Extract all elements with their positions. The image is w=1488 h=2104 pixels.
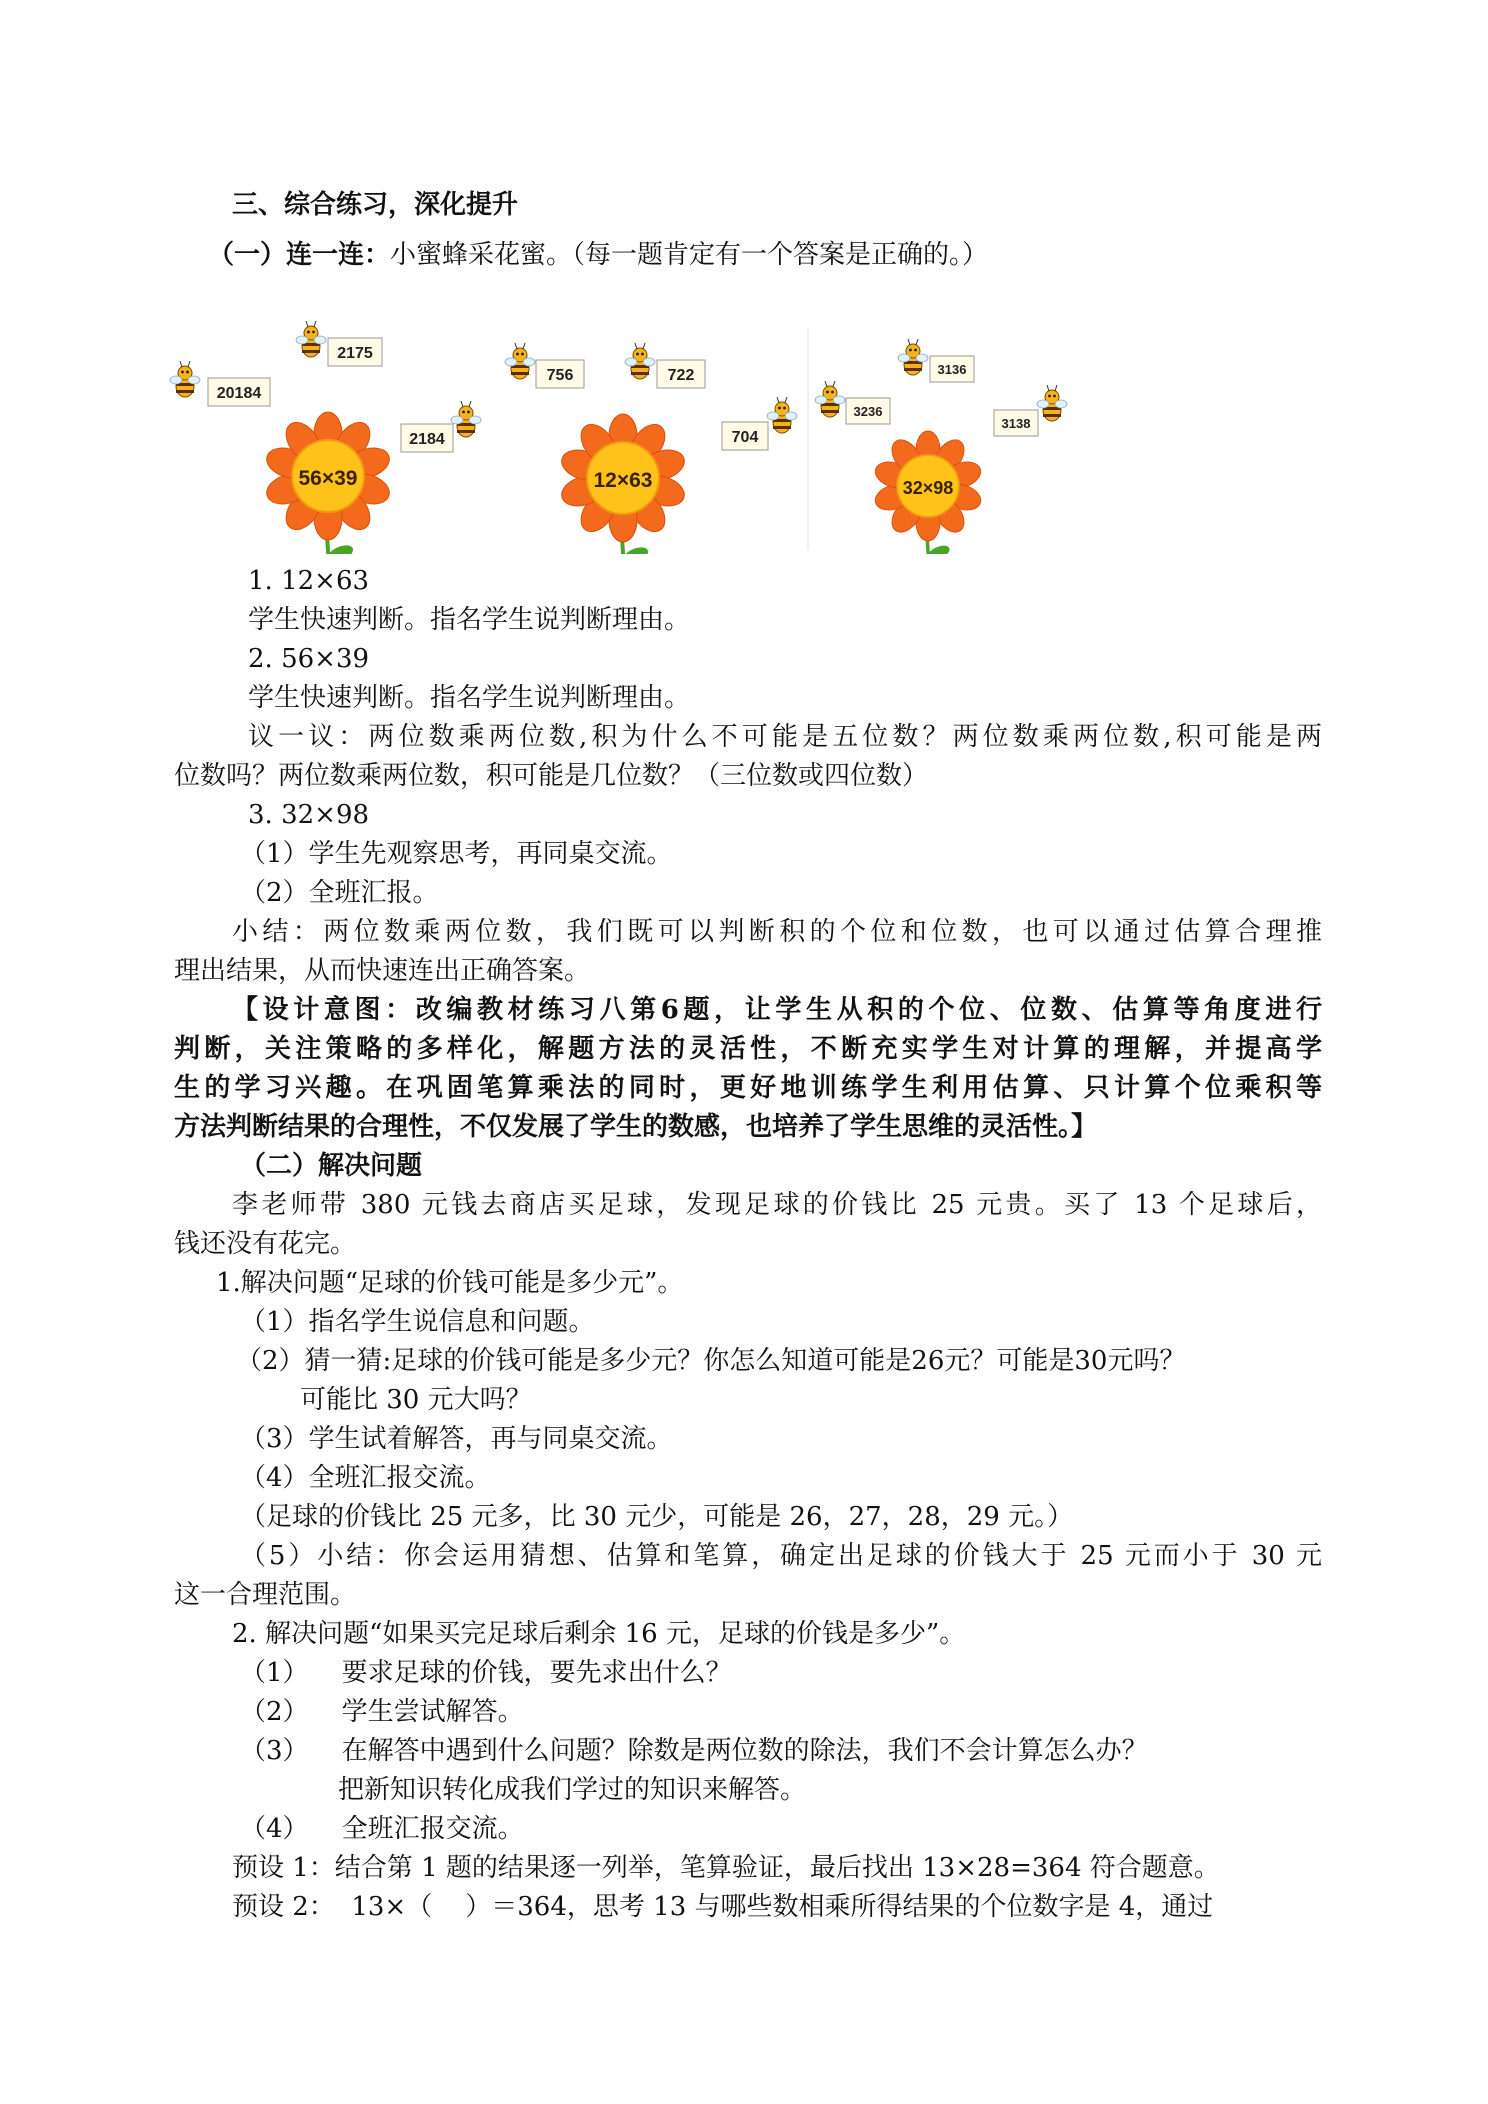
flower-problem-1: 56×39 bbox=[298, 467, 358, 490]
question-1-answer: （足球的价钱比 25 元多，比 30 元少，可能是 26，27，28，29 元。） bbox=[240, 1502, 1074, 1532]
flower-group-3 bbox=[815, 339, 1067, 554]
question-1: 1.解决问题“足球的价钱可能是多少元”。 bbox=[216, 1268, 684, 1298]
design-intent-line-4: 方法判断结果的合理性，不仅发展了学生的数感，也培养了学生思维的灵活性。】 bbox=[174, 1112, 1098, 1142]
answer-card-3236[interactable]: 3236 bbox=[853, 404, 883, 419]
answer-card-20184[interactable]: 20184 bbox=[216, 385, 262, 402]
design-intent-line-2: 判断，关注策略的多样化，解题方法的灵活性，不断充实学生对计算的理解，并提高学 bbox=[174, 1034, 1322, 1064]
subsection-connect-head: （一）连一连： bbox=[208, 240, 391, 270]
preset-2: 预设 2： 13×（ ）＝364，思考 13 与哪些数相乘所得结果的个位数字是 4，通过 bbox=[232, 1892, 1214, 1922]
design-intent-line-3: 生的学习兴趣。在巩固笔算乘法的同时，更好地训练学生利用估算、只计算个位乘积等 bbox=[174, 1073, 1322, 1103]
answer-card-722[interactable]: 722 bbox=[667, 367, 695, 384]
problem-text-line-1: 李老师带 380 元钱去商店买足球，发现足球的价钱比 25 元贵。买了 13 个足球后， bbox=[232, 1190, 1322, 1220]
question-1-step-4: （4）全班汇报交流。 bbox=[240, 1463, 491, 1493]
item-1-problem: 1. 12×63 bbox=[248, 566, 370, 596]
subsection-connect-text: 小蜜蜂采花蜜。（每一题肯定有一个答案是正确的。） bbox=[390, 240, 989, 270]
item-3-problem: 3. 32×98 bbox=[248, 800, 370, 830]
question-2-step-2: （2） 学生尝试解答。 bbox=[240, 1697, 524, 1727]
question-1-summary-cont: 这一合理范围。 bbox=[174, 1580, 357, 1610]
section-title-3: 三、综合练习，深化提升 bbox=[232, 190, 519, 220]
flower-group-1 bbox=[170, 321, 481, 554]
question-1-step-1: （1）指名学生说信息和问题。 bbox=[240, 1307, 595, 1337]
item-3-step-2: （2）全班汇报。 bbox=[240, 878, 439, 908]
item-3-step-1: （1）学生先观察思考，再同桌交流。 bbox=[240, 839, 673, 869]
problem-text-line-2: 钱还没有花完。 bbox=[174, 1229, 357, 1259]
flower-problem-3: 32×98 bbox=[902, 478, 954, 498]
subsection-connect bbox=[208, 237, 988, 273]
question-1-step-3: （3）学生试着解答，再与同桌交流。 bbox=[240, 1424, 673, 1454]
bee-flower-illustration bbox=[168, 318, 1084, 554]
question-2-step-3-cont: 把新知识转化成我们学过的知识来解答。 bbox=[338, 1775, 807, 1805]
summary-line-2: 理出结果，从而快速连出正确答案。 bbox=[174, 956, 591, 986]
question-1-step-2: （2）猜一猜:足球的价钱可能是多少元？你怎么知道可能是26元？可能是30元吗？ bbox=[236, 1346, 1186, 1376]
item-2-problem: 2. 56×39 bbox=[248, 644, 370, 674]
discussion-line-2: 位数吗？两位数乘两位数，积可能是几位数？（三位数或四位数） bbox=[174, 761, 929, 791]
flower-group-2 bbox=[505, 343, 797, 554]
design-intent-line-1: 【设计意图：改编教材练习八第6题，让学生从积的个位、位数、估算等角度进行 bbox=[232, 995, 1322, 1025]
question-2-step-4: （4） 全班汇报交流。 bbox=[240, 1814, 524, 1844]
answer-card-2175[interactable]: 2175 bbox=[337, 345, 373, 362]
answer-card-3136[interactable]: 3136 bbox=[937, 362, 967, 377]
discussion-line-1: 议一议：两位数乘两位数,积为什么不可能是五位数？两位数乘两位数,积可能是两 bbox=[248, 722, 1322, 752]
question-2-step-1: （1） 要求足球的价钱，要先求出什么？ bbox=[240, 1658, 732, 1688]
item-1-step: 学生快速判断。指名学生说判断理由。 bbox=[248, 605, 691, 635]
item-2-step: 学生快速判断。指名学生说判断理由。 bbox=[248, 683, 691, 713]
answer-card-3138[interactable]: 3138 bbox=[1001, 416, 1031, 431]
question-2-step-3: （3） 在解答中遇到什么问题？除数是两位数的除法，我们不会计算怎么办？ bbox=[240, 1736, 1148, 1766]
answer-card-704[interactable]: 704 bbox=[731, 429, 759, 446]
flower-problem-2: 12×63 bbox=[593, 469, 653, 492]
question-1-step-2-cont: 可能比 30 元大吗？ bbox=[300, 1385, 532, 1415]
question-1-summary: （5）小结：你会运用猜想、估算和笔算，确定出足球的价钱大于 25 元而小于 30 元 bbox=[240, 1541, 1322, 1571]
answer-card-2184[interactable]: 2184 bbox=[409, 431, 445, 448]
question-2: 2. 解决问题“如果买完足球后剩余 16 元，足球的价钱是多少”。 bbox=[232, 1619, 966, 1649]
answer-card-756[interactable]: 756 bbox=[546, 367, 574, 384]
subsection-solve-title: （二）解决问题 bbox=[240, 1151, 423, 1181]
summary-line-1: 小结：两位数乘两位数，我们既可以判断积的个位和位数，也可以通过估算合理推 bbox=[232, 917, 1322, 947]
preset-1: 预设 1：结合第 1 题的结果逐一列举，笔算验证，最后找出 13×28=364 符合题意。 bbox=[232, 1853, 1220, 1883]
